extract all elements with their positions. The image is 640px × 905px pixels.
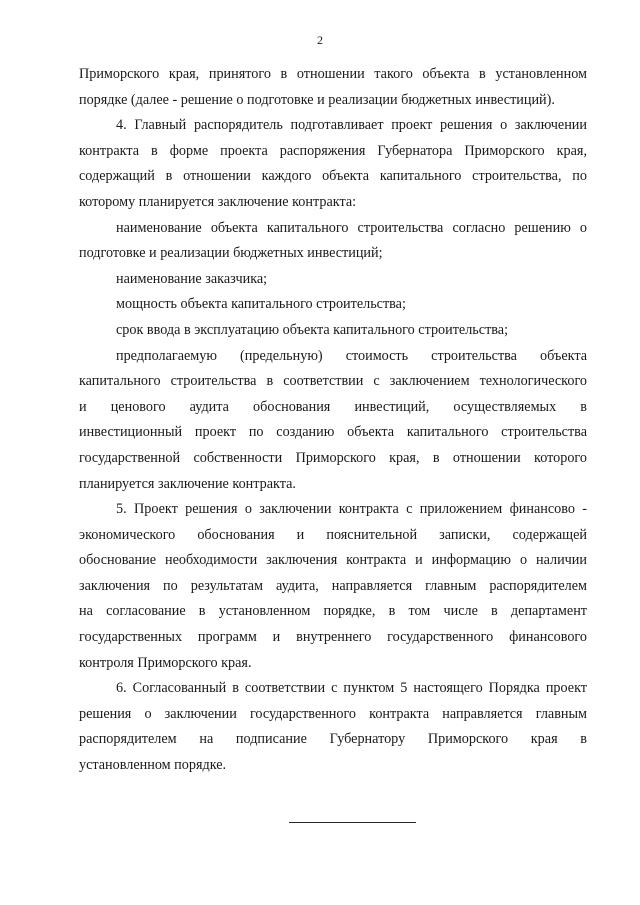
text-line: Приморского края, принятого в отношении такого объекта в установленном [79, 66, 587, 82]
text-line: контроля Приморского края. [79, 654, 252, 671]
text-line: которому планируется заключение контракта: [79, 193, 357, 210]
text-line: и ценового аудита обоснования инвестиций, осуществляемых в [79, 398, 587, 415]
text-line: 5. Проект решения о заключении контракта с приложением финансово - [116, 501, 587, 518]
text-line: подготовке и реализации бюджетных инвестиций; [79, 245, 383, 262]
document-body [79, 62, 587, 779]
text-line: решения о заключении государственного контракта направляется главным [79, 705, 587, 722]
text-line: инвестиционный проект по созданию объекта капитального строительства [79, 424, 587, 441]
text-line: распорядителем на подписание Губернатору Приморского края в [79, 731, 587, 748]
text-line: срок ввода в эксплуатацию объекта капитального строительства; [116, 321, 509, 338]
text-line: капитального строительства в соответствии с заключением технологического [79, 373, 587, 390]
text-line: на согласование в установленном порядке, в том числе в департамент [79, 603, 587, 620]
text-line: обоснование необходимости заключения контракта и информацию о наличии [79, 552, 587, 569]
text-line: установленном порядке. [79, 757, 227, 774]
text-line: наименование объекта капитального строительства согласно решению о [116, 219, 587, 236]
text-line: государственной собственности Приморского края, в отношении которого [79, 449, 587, 466]
text-line: содержащий в отношении каждого объекта капитального строительства, по [79, 168, 587, 185]
text-line: планируется заключение контракта. [79, 475, 296, 492]
text-line: мощность объекта капитального строительства; [116, 296, 406, 313]
text-line: экономического обоснования и пояснительной записки, содержащей [79, 526, 587, 543]
end-separator-line [289, 822, 416, 823]
page-number: 2 [317, 33, 323, 47]
text-line: предполагаемую (предельную) стоимость строительства объекта [116, 347, 587, 364]
text-line: наименование заказчика; [116, 270, 268, 287]
text-line: заключения по результатам аудита, направляется главным распорядителем [79, 577, 587, 594]
text-line: 4. Главный распорядитель подготавливает проект решения о заключении [116, 117, 587, 134]
text-line: 6. Согласованный в соответствии с пунктом 5 настоящего Порядка проект [116, 680, 587, 697]
text-line: государственных программ и внутреннего государственного финансового [79, 629, 587, 646]
text-line: порядке (далее - решение о подготовке и реализации бюджетных инвестиций). [79, 91, 555, 108]
text-line: контракта в форме проекта распоряжения Губернатора Приморского края, [79, 142, 587, 159]
